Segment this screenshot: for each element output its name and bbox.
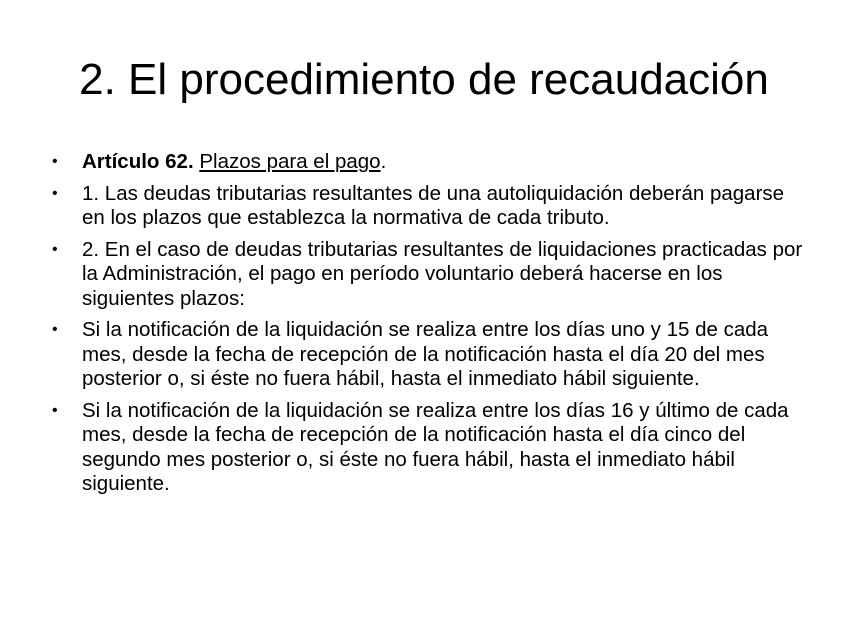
bullet-text: Si la notificación de la liquidación se realiza entre los días uno y 15 de cada mes, desde la fecha de recepción de la notificación hasta el día 20 del mes posterior o, si éste no fuera hábil, hasta el inmediato hábil siguiente. (82, 318, 769, 390)
slide-title: 2. El procedimiento de recaudación (79, 55, 769, 104)
bullet-item-1 (52, 182, 812, 231)
bullet-dot-icon: • (52, 240, 58, 258)
bullet-dot-icon: • (52, 401, 58, 419)
bullet-text: 1. Las deudas tributarias resultantes de una autoliquidación deberán pagarse en los plazos que establezca la normativa de cada tributo. (82, 181, 785, 229)
bullet-item-4 (52, 399, 812, 497)
bullet-dot-icon: • (52, 321, 58, 338)
article-number: Artículo 62. (82, 150, 194, 173)
bullet-item-3 (52, 318, 812, 392)
bullet-dot-icon: • (52, 153, 58, 170)
article-heading: Plazos para el pago (199, 150, 381, 173)
bullet-list (52, 150, 812, 504)
bullet-dot-icon: • (52, 184, 58, 202)
bullet-item-article (52, 150, 812, 175)
bullet-item-2 (52, 238, 812, 312)
bullet-text: 2. En el caso de deudas tributarias resultantes de liquidaciones practicadas por la Administración, el pago en período voluntario deberá hacerse en los siguientes plazos: (82, 237, 803, 310)
article-heading-period: . (380, 150, 387, 173)
bullet-text: Si la notificación de la liquidación se realiza entre los días 16 y último de cada mes, desde la fecha de recepción de la notificación hasta el día cinco del segundo mes posterior o, si éste no fuera hábil, hasta el inmediato hábil siguiente. (82, 398, 789, 495)
